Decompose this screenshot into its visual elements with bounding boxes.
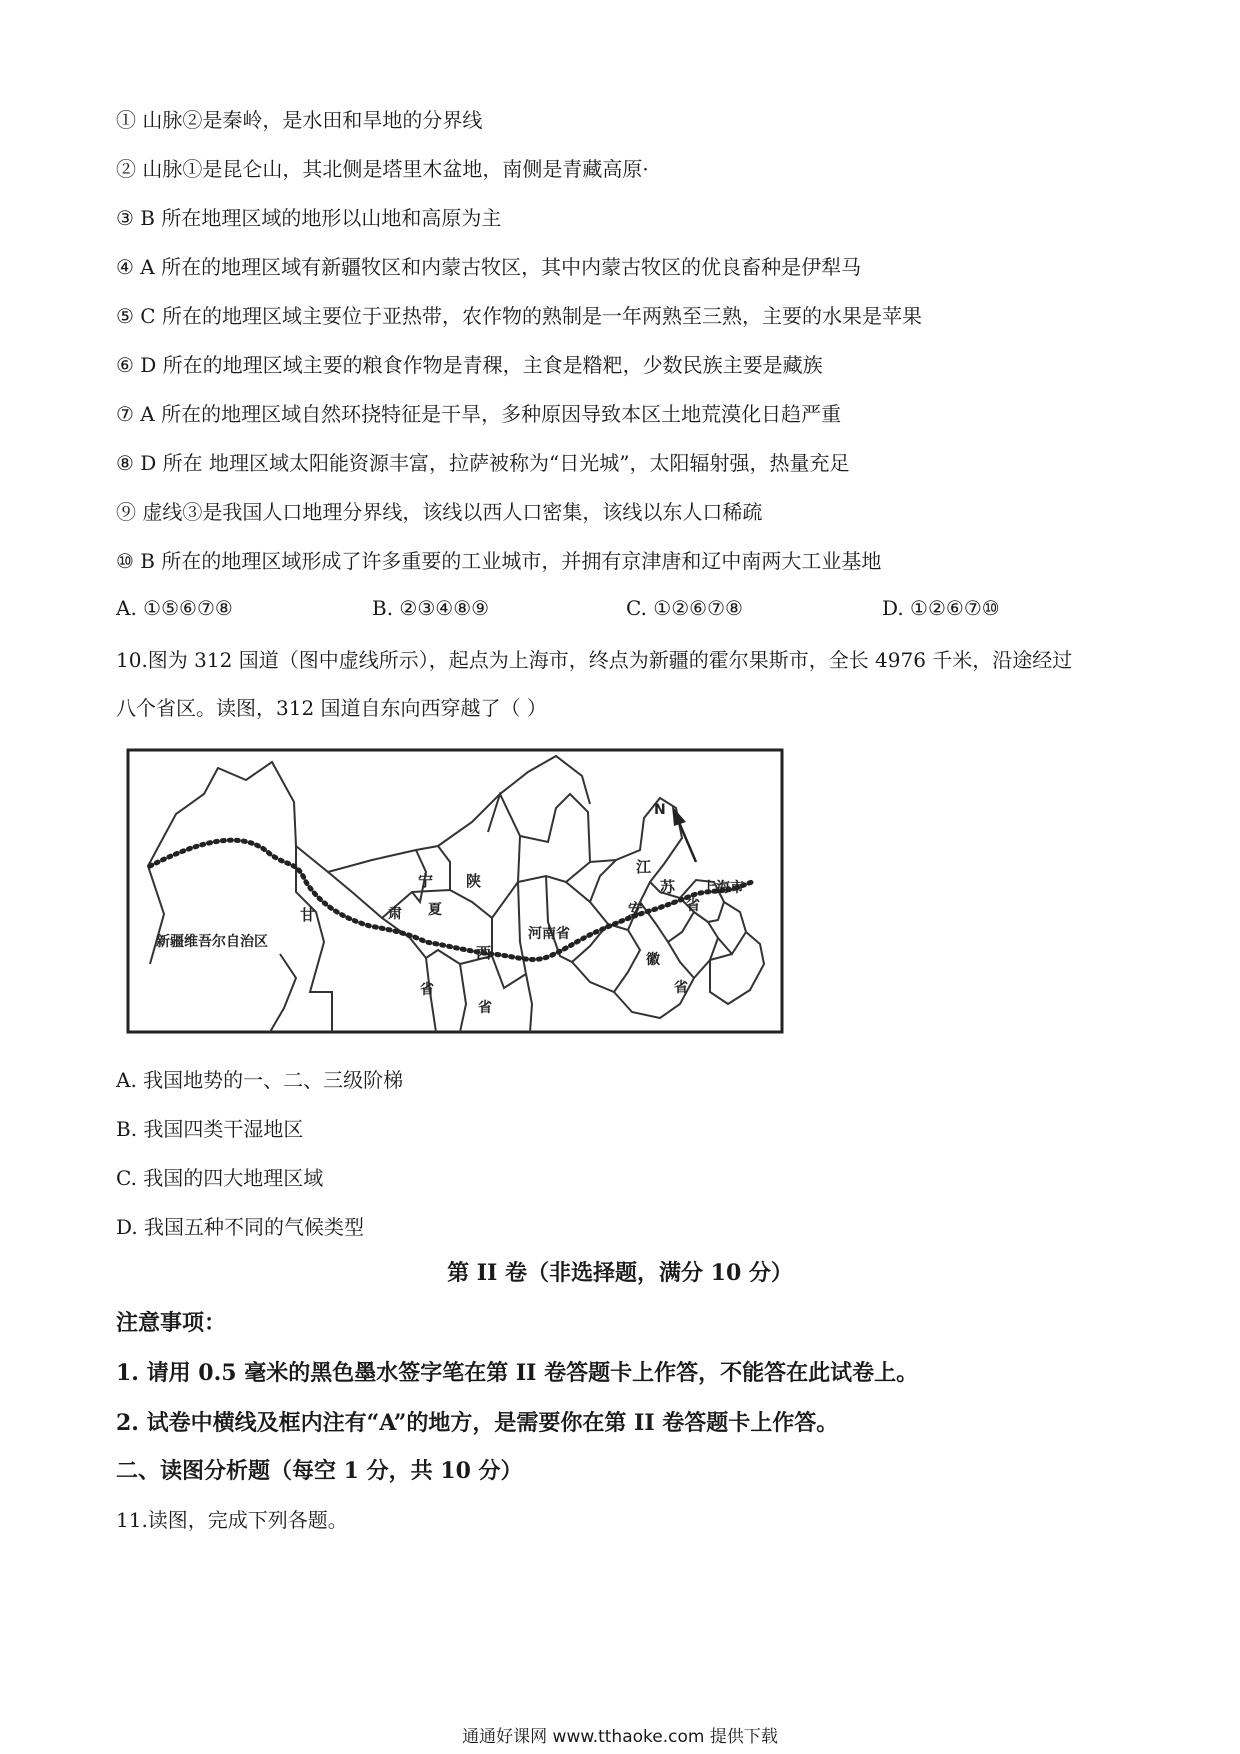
label-an: 安 (628, 900, 644, 918)
statement-8: ⑧ D 所在 地理区域太阳能资源丰富，拉萨被称为“日光城”，太阳辐射强，热量充足 (116, 451, 850, 475)
notes-title: 注意事项： (116, 1310, 227, 1336)
route-312-map (120, 742, 792, 1042)
q9-option-a: A. ①⑤⑥⑦⑧ (116, 596, 233, 620)
label-shanghai: 上海市 (702, 880, 744, 896)
q10-stem-line1: 10.图为 312 国道（图中虚线所示），起点为上海市，终点为新疆的霍尔果斯市，全长 4976 千米，沿途经过 (116, 648, 1073, 672)
q10-option-a: A. 我国地势的一、二、三级阶梯 (116, 1068, 404, 1092)
statement-5: ⑤ C 所在的地理区域主要位于亚热带，农作物的熟制是一年两熟至三熟，主要的水果是苹果 (116, 304, 922, 328)
q11-stem: 11.读图，完成下列各题。 (116, 1508, 348, 1532)
label-shaan: 陕 (466, 872, 482, 890)
q10-stem-line2: 八个省区。读图，312 国道自东向西穿越了（ ） (116, 696, 547, 720)
statement-2: ② 山脉①是昆仑山，其北侧是塔里木盆地，南侧是青藏高原· (116, 157, 649, 181)
label-sheng-nx: 省 (420, 982, 434, 998)
q9-option-c: C. ①②⑥⑦⑧ (626, 596, 743, 620)
statement-10: ⑩ B 所在的地理区域形成了许多重要的工业城市，并拥有京津唐和辽中南两大工业基地 (116, 549, 882, 573)
q9-option-d: D. ①②⑥⑦⑩ (882, 596, 1000, 620)
label-su-gansu: 肃 (388, 906, 402, 922)
q10-option-d: D. 我国五种不同的气候类型 (116, 1215, 365, 1239)
label-gan: 甘 (300, 906, 316, 924)
part-2-title: 二、读图分析题（每空 1 分，共 10 分） (116, 1458, 523, 1484)
note-1: 1. 请用 0.5 毫米的黑色墨水签字笔在第 II 卷答题卡上作答，不能答在此试卷上。 (116, 1360, 919, 1386)
statement-9: ⑨ 虚线③是我国人口地理分界线，该线以西人口密集，该线以东人口稀疏 (116, 500, 763, 524)
statement-7: ⑦ A 所在的地理区域自然环挠特征是干旱，多种原因导致本区土地荒漠化日趋严重 (116, 402, 842, 426)
footer-source: 通通好课网 www.tthaoke.com 提供下载 (462, 1727, 778, 1747)
note-2: 2. 试卷中横线及框内注有“A”的地方，是需要你在第 II 卷答题卡上作答。 (116, 1410, 839, 1436)
statement-4: ④ A 所在的地理区域有新疆牧区和内蒙古牧区，其中内蒙古牧区的优良畜种是伊犁马 (116, 255, 862, 279)
statement-3: ③ B 所在地理区域的地形以山地和高原为主 (116, 206, 502, 230)
q10-option-b: B. 我国四类干湿地区 (116, 1117, 304, 1141)
label-hui: 徽 (646, 952, 660, 968)
label-su: 苏 (660, 878, 676, 896)
label-ning: 宁 (418, 872, 434, 890)
label-henan: 河南省 (528, 926, 570, 942)
label-xinjiang: 新疆维吾尔自治区 (156, 934, 268, 950)
label-sheng-sx: 省 (478, 1000, 492, 1016)
north-label: N (654, 802, 666, 818)
label-xia: 夏 (428, 902, 442, 918)
map-figure (120, 742, 792, 1042)
label-xi: 西 (476, 944, 492, 962)
section-2-title: 第 II 卷（非选择题，满分 10 分） (447, 1260, 793, 1286)
statement-6: ⑥ D 所在的地理区域主要的粮食作物是青稞，主食是糌粑，少数民族主要是藏族 (116, 353, 823, 377)
q9-option-b: B. ②③④⑧⑨ (372, 596, 490, 620)
q10-option-c: C. 我国的四大地理区域 (116, 1166, 324, 1190)
statement-1: ① 山脉②是秦岭，是水田和旱地的分界线 (116, 108, 483, 132)
label-sheng-ah: 省 (674, 980, 688, 996)
label-sheng-js: 省 (686, 898, 700, 914)
label-jiang: 江 (636, 858, 652, 876)
